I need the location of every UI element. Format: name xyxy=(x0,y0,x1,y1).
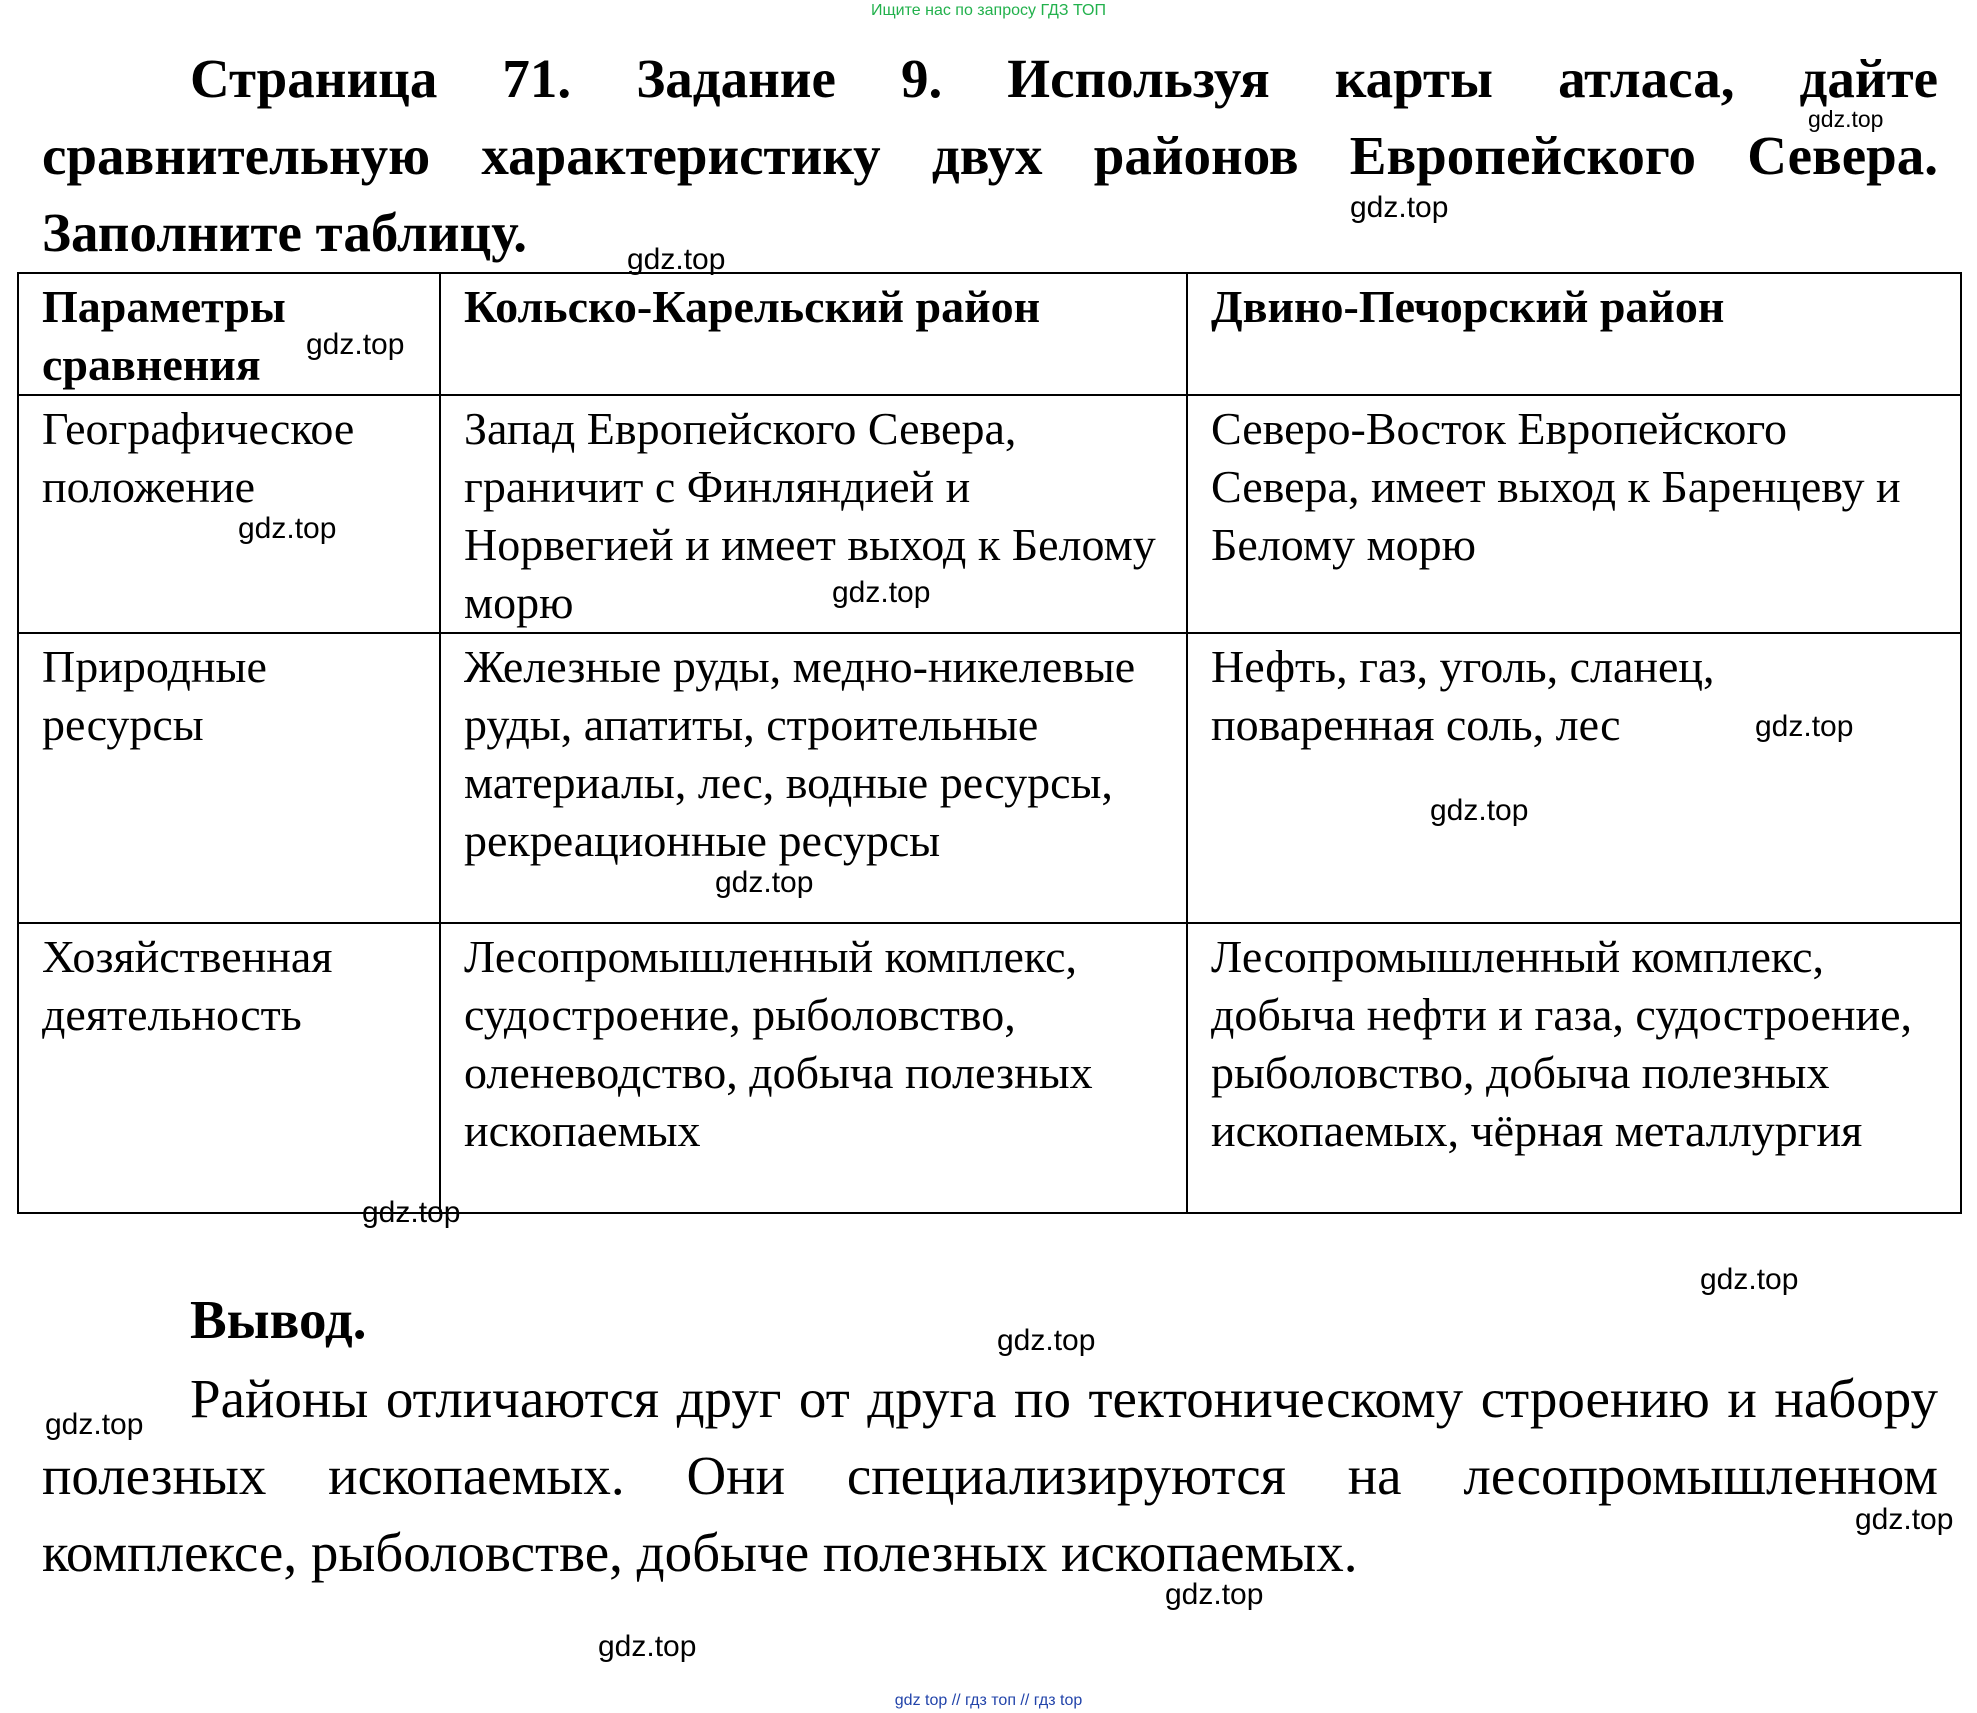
watermark: gdz.top xyxy=(238,512,337,545)
watermark: gdz.top xyxy=(306,328,405,361)
task-title: Страница 71. Задание 9. xyxy=(190,48,943,109)
watermark: gdz.top xyxy=(362,1196,461,1229)
table-row xyxy=(18,633,1961,923)
header-params: Параметры сравнения xyxy=(18,273,440,395)
kola-karelian-cell: Железные руды, медно-никелевые руды, апатиты, строительные материалы, лес, водные ресурсы, рекреационные ресурсы xyxy=(440,633,1187,923)
header-kola-karelian: Кольско-Карельский район xyxy=(440,273,1187,395)
conclusion-text xyxy=(42,1360,1938,1591)
watermark: gdz.top xyxy=(1855,1503,1954,1536)
row-param-label: Хозяйственная деятельность xyxy=(18,923,440,1213)
top-search-note: Ищите нас по запросу ГДЗ ТОП xyxy=(871,2,1106,19)
dvina-pechora-cell: Нефть, газ, уголь, сланец, поваренная соль, лес xyxy=(1187,633,1961,923)
watermark: gdz.top xyxy=(1808,106,1884,132)
conclusion-paragraph: Районы отличаются друг от друга по тектоническому строению и набору полезных ископаемых. Они специализируются на лесопромышленном комплексе, рыболовстве, добыче полезных ископаемых. xyxy=(42,1368,1938,1583)
row-param-label: Географическое положение xyxy=(18,395,440,633)
watermark: gdz.top xyxy=(627,243,726,276)
watermark: gdz.top xyxy=(1700,1263,1799,1296)
bottom-note: gdz top // гдз топ // гдз top xyxy=(894,1692,1083,1709)
header-dvina-pechora: Двино-Печорский район xyxy=(1187,273,1961,395)
watermark: gdz.top xyxy=(715,866,814,899)
dvina-pechora-cell: Лесопромышленный комплекс, добыча нефти и газа, судостроение, рыболовство, добыча полезных ископаемых, чёрная металлургия xyxy=(1187,923,1961,1213)
watermark: gdz.top xyxy=(1165,1578,1264,1611)
table-row xyxy=(18,923,1961,1213)
row-param-label: Природные ресурсы xyxy=(18,633,440,923)
watermark: gdz.top xyxy=(45,1408,144,1441)
conclusion-title: Вывод. xyxy=(190,1289,367,1350)
watermark: gdz.top xyxy=(1755,710,1854,743)
dvina-pechora-cell: Северо-Восток Европейского Севера, имеет выход к Баренцеву и Белому морю xyxy=(1187,395,1961,633)
task-heading xyxy=(42,40,1938,271)
watermark: gdz.top xyxy=(1350,191,1449,224)
task-text: Используя карты атласа, дайте сравнительную характеристику двух районов Европейского Севера. Заполните таблицу. xyxy=(42,48,1938,263)
watermark: gdz.top xyxy=(1430,794,1529,827)
watermark: gdz.top xyxy=(997,1324,1096,1357)
kola-karelian-cell: Запад Европейского Севера, граничит с Финляндией и Норвегией и имеет выход к Белому морю xyxy=(440,395,1187,633)
comparison-table xyxy=(17,272,1962,1214)
kola-karelian-cell: Лесопромышленный комплекс, судостроение, рыболовство, оленеводство, добыча полезных ископаемых xyxy=(440,923,1187,1213)
watermark: gdz.top xyxy=(832,576,931,609)
watermark: gdz.top xyxy=(598,1630,697,1663)
